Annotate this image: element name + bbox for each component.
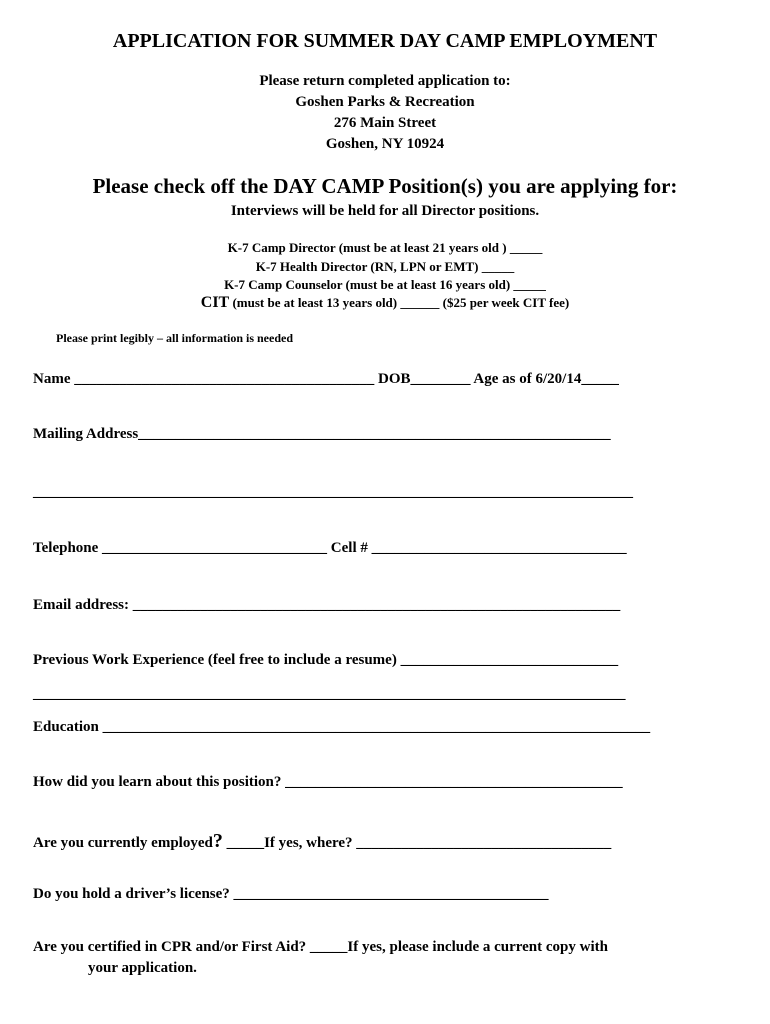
cpr-first-aid-field-line2: your application. <box>88 960 197 976</box>
cpr-first-aid-field[interactable]: Are you certified in CPR and/or First Aid? _____If yes, please include a current copy with <box>33 939 608 955</box>
position-cit <box>0 294 770 312</box>
telephone-cell-field[interactable]: Telephone ______________________________ Cell # __________________________________ <box>33 540 627 556</box>
position-camp-director: K-7 Camp Director (must be at least 21 years old ) _____ <box>227 240 543 255</box>
how-learned-field[interactable]: How did you learn about this position? _____________________________________________ <box>33 774 623 790</box>
page-title: APPLICATION FOR SUMMER DAY CAMP EMPLOYMENT <box>112 30 658 52</box>
employed-where: _____If yes, where? __________________________________ <box>222 835 612 851</box>
positions-heading: Please check off the DAY CAMP Position(s) you are applying for: <box>92 174 678 198</box>
drivers-license-field[interactable]: Do you hold a driver’s license? __________________________________________ <box>33 886 549 902</box>
employed-label: Are you currently employed <box>33 835 213 851</box>
work-experience-field-line2[interactable]: _______________________________________________________________________________ <box>33 686 626 702</box>
education-field[interactable]: Education _________________________________________________________________________ <box>33 719 651 735</box>
cit-details: (must be at least 13 years old) ______ ($25 per week CIT fee) <box>229 295 570 310</box>
return-address-line: Goshen, NY 10924 <box>325 136 445 152</box>
mailing-address-field-line2[interactable]: ________________________________________________________________________________ <box>33 484 633 500</box>
return-address-line: 276 Main Street <box>333 115 437 131</box>
print-legibly-note: Please print legibly – all information is needed <box>56 331 293 345</box>
interviews-note: Interviews will be held for all Director positions. <box>230 203 540 219</box>
return-address-line: Goshen Parks & Recreation <box>295 94 475 110</box>
position-camp-counselor: K-7 Camp Counselor (must be at least 16 years old) _____ <box>224 277 546 292</box>
position-health-director: K-7 Health Director (RN, LPN or EMT) _____ <box>255 259 515 274</box>
email-field[interactable]: Email address: _________________________________________________________________ <box>33 597 621 613</box>
mailing-address-field[interactable]: Mailing Address_______________________________________________________________ <box>33 426 611 442</box>
work-experience-field[interactable]: Previous Work Experience (feel free to include a resume) _____________________________ <box>33 652 619 668</box>
employed-question-mark: ? <box>212 830 223 852</box>
return-address-line: Please return completed application to: <box>259 73 511 89</box>
name-dob-age-field[interactable]: Name ________________________________________ DOB________ Age as of 6/20/14_____ <box>33 371 619 387</box>
currently-employed-field[interactable] <box>33 830 611 853</box>
cit-label: CIT <box>200 294 230 311</box>
